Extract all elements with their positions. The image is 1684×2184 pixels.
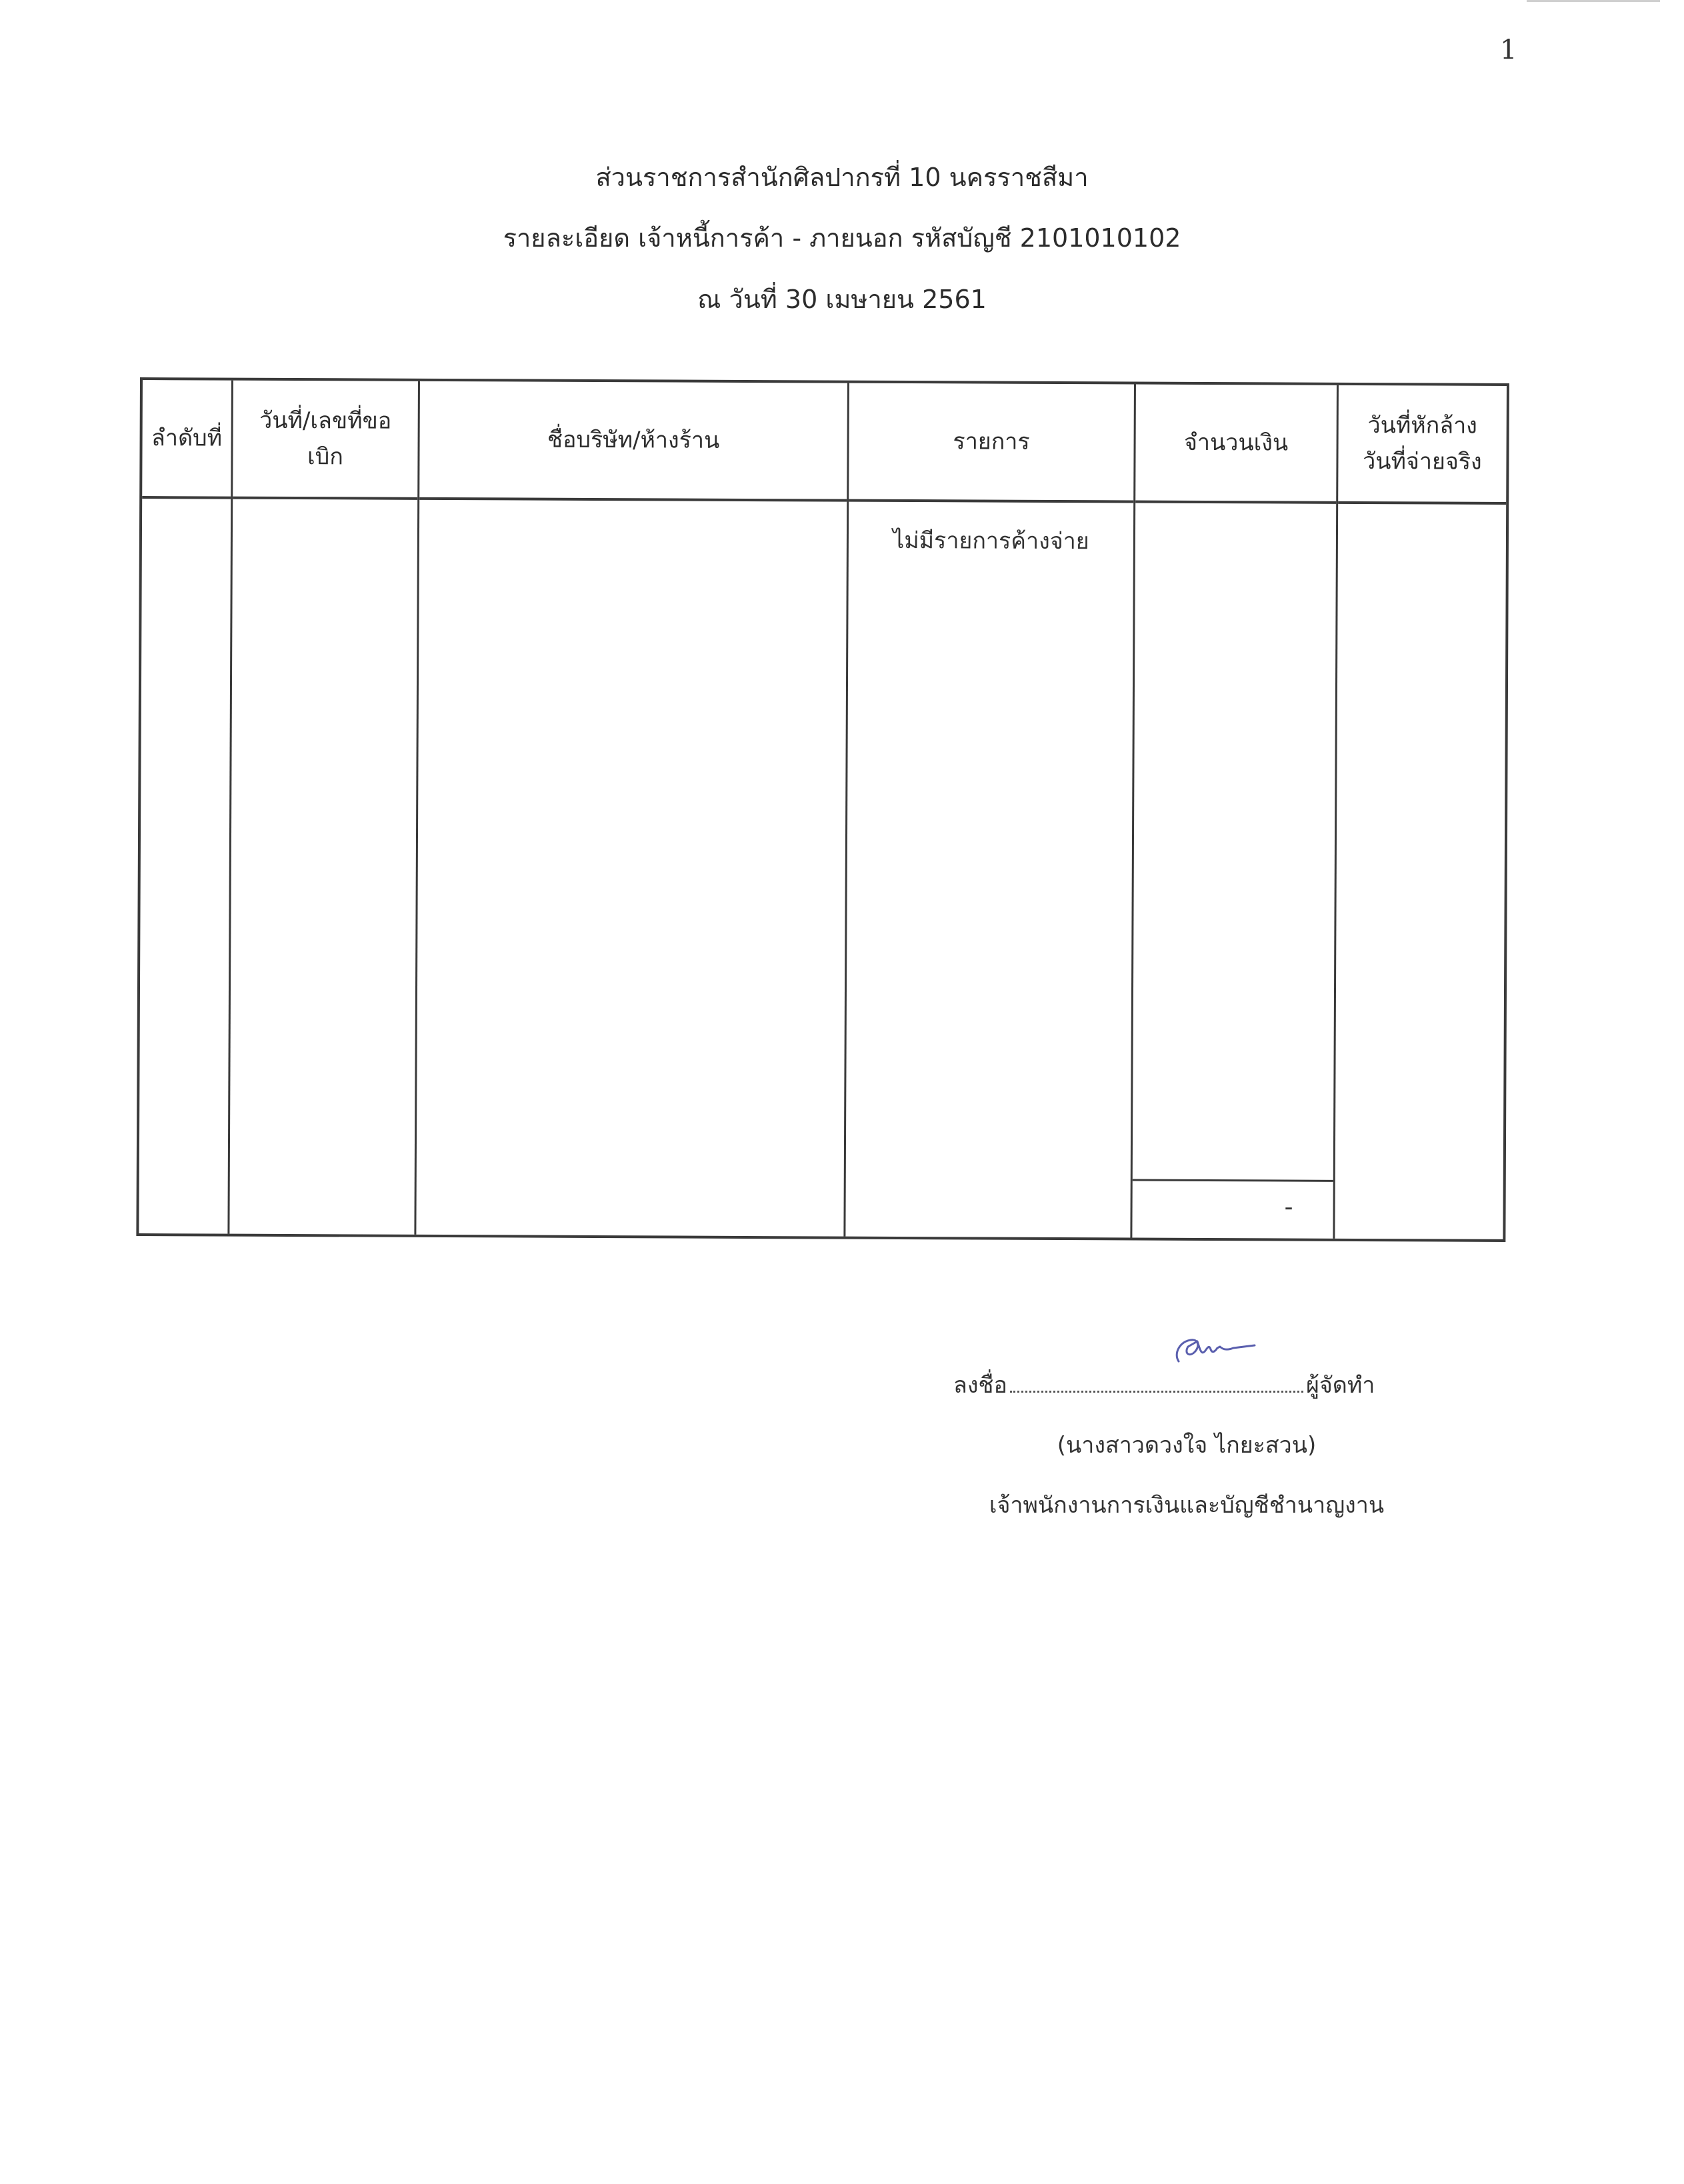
report-title: รายละเอียด เจ้าหนี้การค้า - ภายนอก รหัสบัญชี 2101010102	[503, 223, 1181, 253]
column-company	[416, 381, 849, 1237]
column-seq	[139, 380, 233, 1234]
column-paid-date	[1335, 385, 1507, 1239]
header-item-label: รายการ	[953, 428, 1030, 455]
header-seq-label: ลำดับที่	[151, 424, 223, 452]
report-date: ณ วันที่ 30 เมษายน 2561	[697, 285, 987, 314]
header-amount-label: จำนวนเงิน	[1183, 429, 1289, 457]
scan-edge-mark	[1527, 0, 1660, 2]
sign-suffix: ผู้จัดทำ	[1305, 1372, 1375, 1399]
header-amount	[1135, 385, 1337, 504]
header-date-no	[233, 381, 418, 500]
no-outstanding-note: ไม่มีรายการค้างจ่าย	[893, 527, 1089, 555]
sign-line	[953, 1367, 1407, 1403]
page-number: 1	[1500, 35, 1517, 65]
agency-title: ส่วนราชการสำนักศิลปากรที่ 10 นครราชสีมา	[595, 163, 1089, 192]
signature-block	[953, 1327, 1420, 1527]
header-company	[419, 381, 847, 502]
column-amount	[1132, 385, 1339, 1239]
column-item	[845, 383, 1136, 1238]
header-date-no-label-2: เบิก	[307, 443, 343, 471]
sign-dotted-line	[1010, 1387, 1303, 1393]
amount-total-value: -	[1284, 1193, 1293, 1221]
creditors-table	[136, 377, 1509, 1242]
signer-name: (นางสาวดวงใจ ไกยะสวน)	[1057, 1432, 1317, 1459]
header-paid-label-1: วันที่หักล้าง	[1367, 411, 1477, 439]
header-seq	[142, 380, 231, 499]
amount-total-cell	[1132, 1179, 1333, 1239]
header-paid-label-2: วันที่จ่ายจริง	[1363, 448, 1482, 475]
header-company-label: ชื่อบริษัท/ห้างร้าน	[547, 426, 720, 454]
header-date-no-label-1: วันที่/เลขที่ขอ	[259, 407, 392, 435]
column-date-no	[229, 381, 420, 1235]
signer-position: เจ้าพนักงานการเงินและบัญชีชำนาญงาน	[989, 1492, 1385, 1519]
header-item	[849, 383, 1134, 503]
sign-prefix: ลงชื่อ	[953, 1372, 1007, 1399]
header-paid-date	[1338, 385, 1507, 505]
